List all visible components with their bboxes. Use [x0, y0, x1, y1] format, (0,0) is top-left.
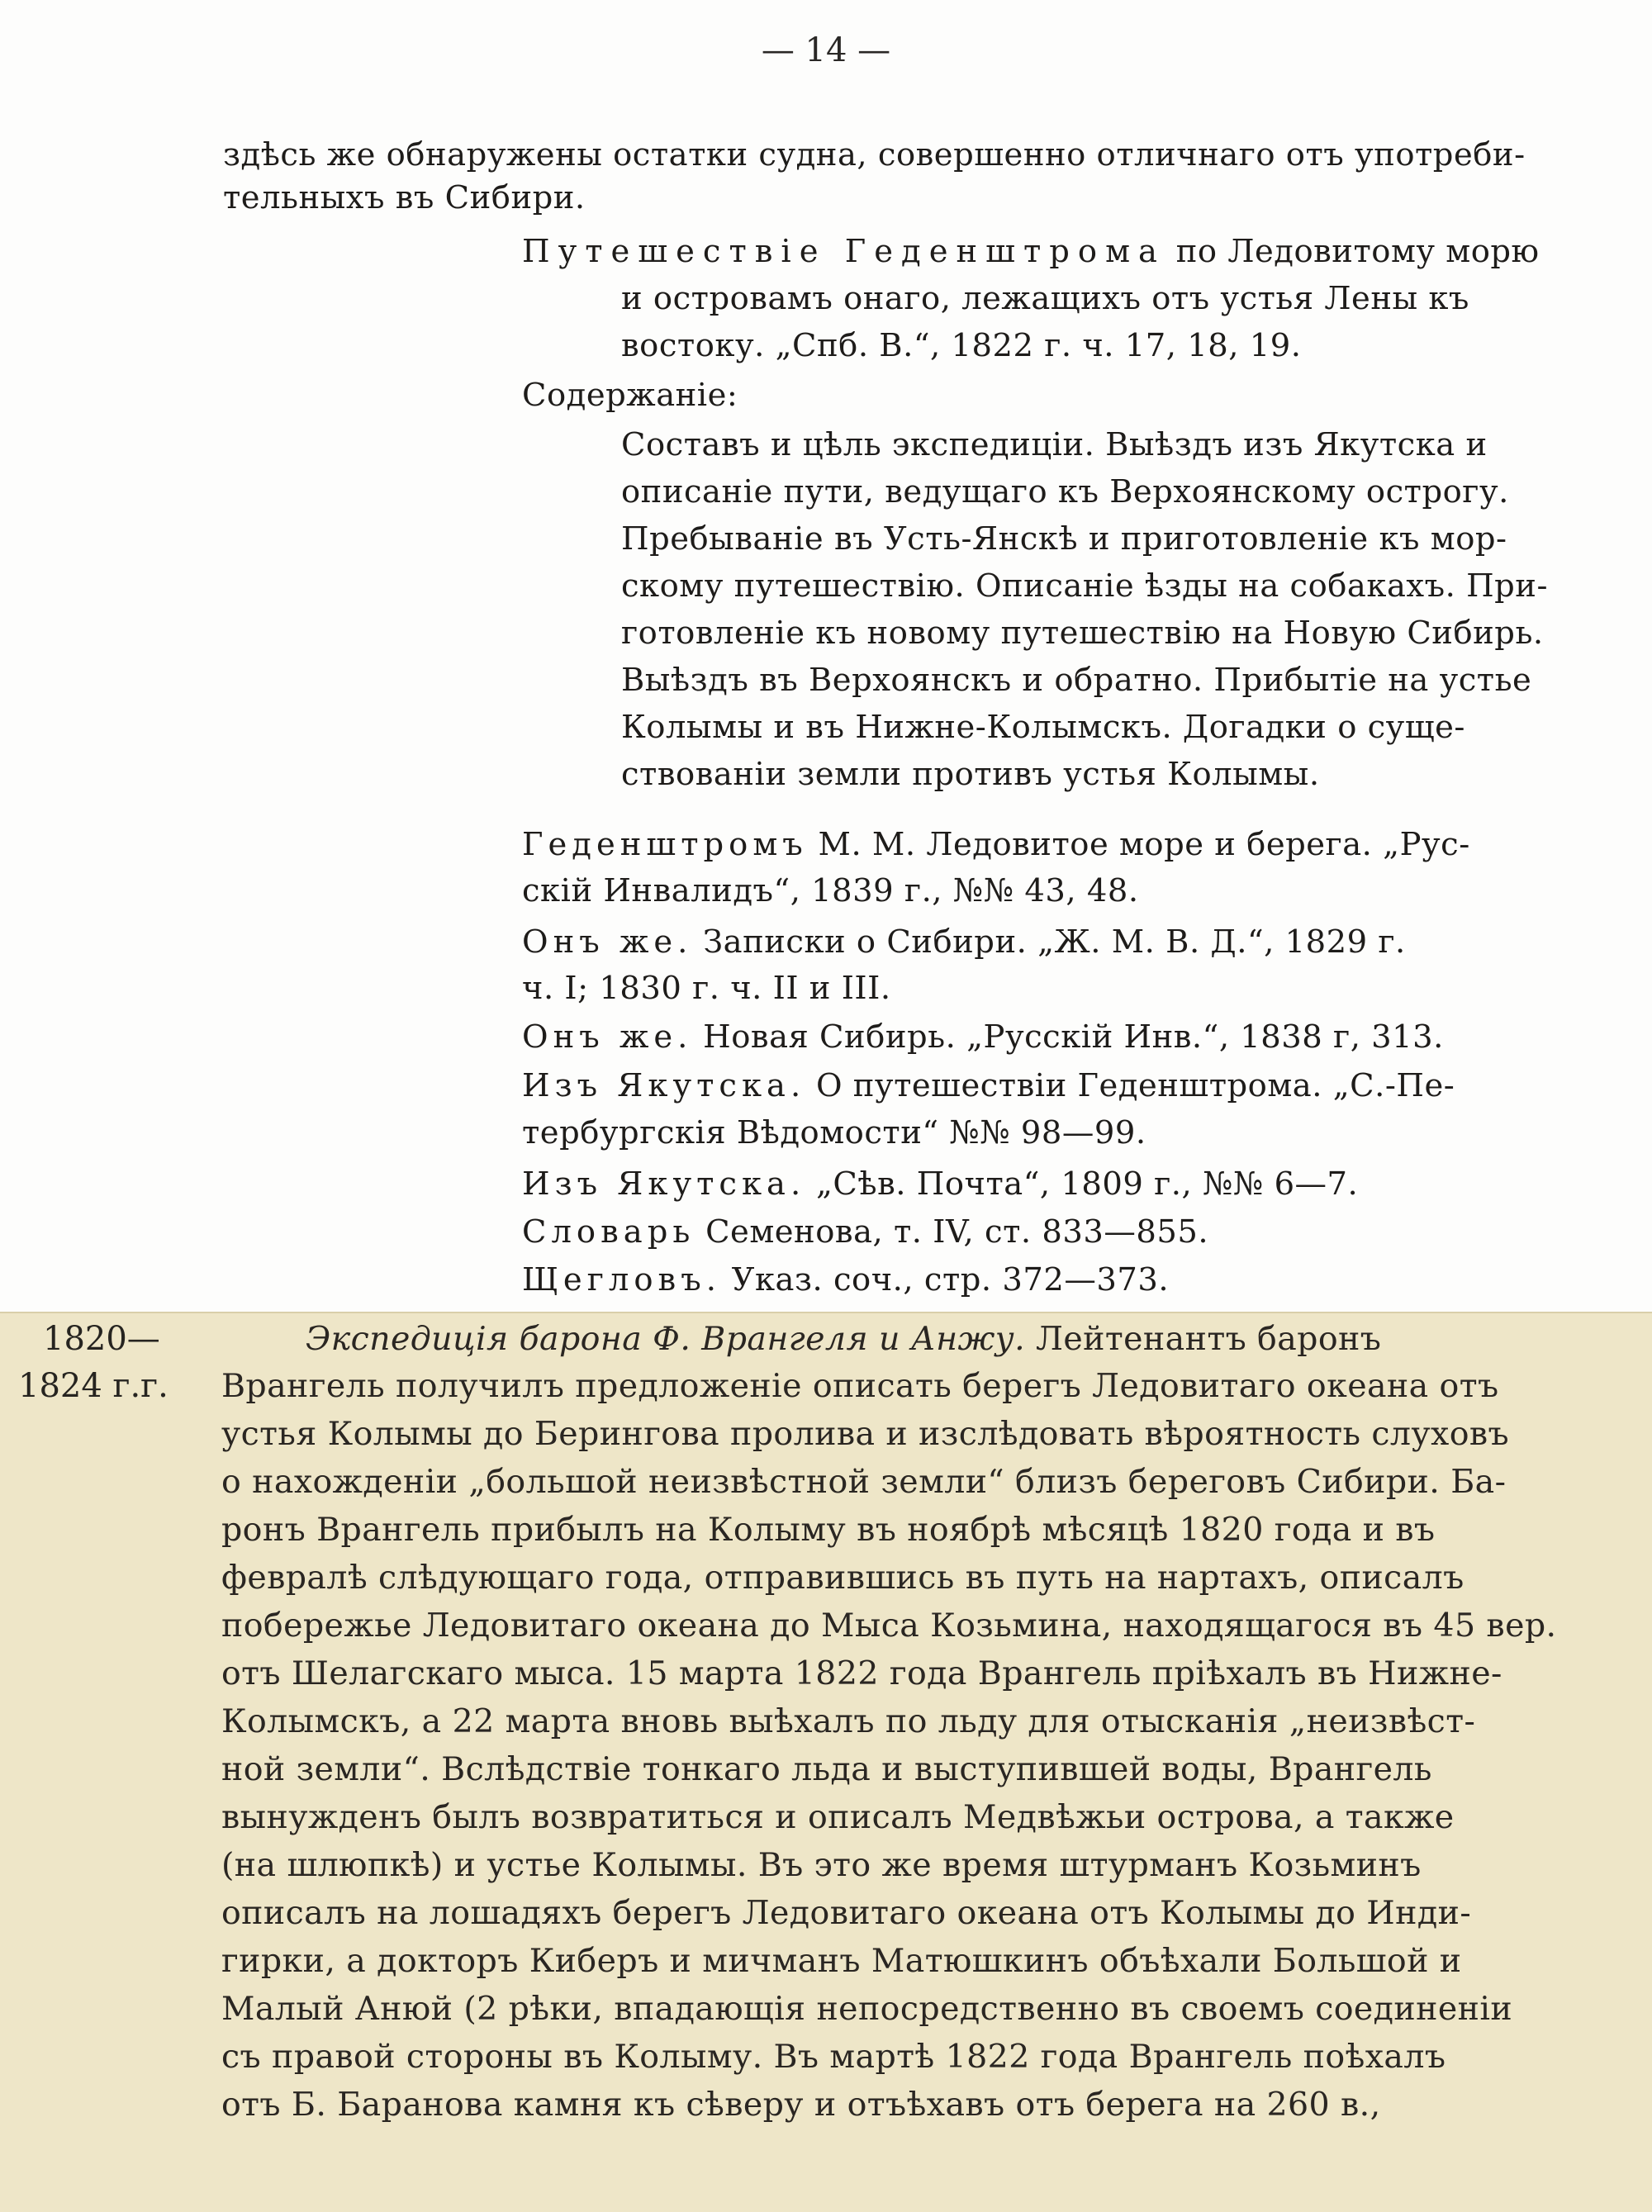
body-line: Врангель получилъ предложеніе описать берегъ Ледовитаго океана отъ [221, 1367, 1499, 1405]
entry-cont-2: востоку. „Спб. В.“, 1822 г. ч. 17, 18, 19. [621, 327, 1302, 364]
body-line: ронъ Врангель прибылъ на Колыму въ ноябрѣ мѣсяцѣ 1820 года и въ [221, 1511, 1436, 1549]
reference-line [522, 824, 1470, 866]
reference-author: Изъ Якутска. [522, 1165, 806, 1203]
contents-line: Колымы и въ Нижне-Колымскъ. Догадки о суще- [621, 709, 1465, 746]
date-range-end: 1824 г.г. [18, 1367, 169, 1405]
bottom-sheet [0, 1312, 1652, 2212]
body-line: о нахожденіи „большой неизвѣстной земли“ близъ береговъ Сибири. Ба- [221, 1463, 1507, 1501]
reference-text: Семенова, т. IV, ст. 833—855. [695, 1213, 1209, 1251]
reference-author: Словарь [522, 1213, 695, 1251]
body-line: Малый Анюй (2 рѣки, впадающія непосредственно въ своемъ соединеніи [221, 1990, 1513, 2028]
body-line: (на шлюпкѣ) и устье Колымы. Въ это же время штурманъ Козьминъ [221, 1846, 1422, 1884]
reference-author: Изъ Якутска. [522, 1067, 806, 1104]
reference-line [522, 1065, 1455, 1108]
body-line: февралѣ слѣдующаго года, отправившись въ путь на нартахъ, описалъ [221, 1559, 1464, 1597]
reference-text: Записки о Сибири. „Ж. М. В. Д.“, 1829 г. [692, 923, 1406, 961]
reference-author: Щегловъ. [522, 1261, 721, 1298]
reference-text: О путешествіи Геденштрома. „С.-Пе- [805, 1067, 1455, 1104]
reference-cont: скій Инвалидъ“, 1839 г., №№ 43, 48. [522, 872, 1139, 909]
contents-label: Содержаніе: [522, 377, 738, 414]
body-line: описалъ на лошадяхъ берегъ Ледовитаго океана отъ Колымы до Инди- [221, 1894, 1472, 1932]
body-line: отъ Б. Баранова камня къ сѣверу и отъѣхавъ отъ берега на 260 в., [221, 2086, 1381, 2124]
section-heading [306, 1317, 1381, 1360]
entry-cont-1: и островамъ онаго, лежащихъ отъ устья Лены къ [621, 280, 1469, 317]
contents-line: готовленіе къ новому путешествію на Новую Сибирь. [621, 615, 1544, 652]
body-line: вынужденъ былъ возвратиться и описалъ Медвѣжьи острова, а также [221, 1798, 1455, 1836]
entry-title [522, 230, 1540, 273]
body-line: побережье Ледовитаго океана до Мыса Козьмина, находящагося въ 45 вер. [221, 1607, 1557, 1645]
body-line: съ правой стороны въ Колыму. Въ мартѣ 1822 года Врангель поѣхалъ [221, 2038, 1446, 2076]
reference-line [522, 1211, 1208, 1254]
reference-author: Онъ же. [522, 1018, 693, 1056]
reference-line [522, 921, 1406, 964]
contents-line: описаніе пути, ведущаго къ Верхоянскому острогу. [621, 473, 1509, 510]
body-line: гирки, а докторъ Киберъ и мичманъ Матюшкинъ объѣхали Большой и [221, 1942, 1462, 1980]
expedition-title: Экспедиція барона Ф. Врангеля и Анжу. [306, 1320, 1026, 1358]
reference-line [522, 1259, 1169, 1302]
body-line: ной земли“. Вслѣдствіе тонкаго льда и выступившей воды, Врангель [221, 1750, 1432, 1788]
contents-line: Пребываніе въ Усть-Янскѣ и приготовленіе къ мор- [621, 520, 1507, 558]
entry-title-spaced: Путешествіе Геденштрома [522, 233, 1166, 270]
reference-text: „Сѣв. Почта“, 1809 г., №№ 6—7. [805, 1165, 1359, 1203]
contents-line: Выѣздъ въ Верхоянскъ и обратно. Прибытіе на устье [621, 662, 1532, 699]
date-range-start: 1820— [43, 1320, 160, 1358]
heading-rest: Лейтенантъ баронъ [1025, 1320, 1382, 1358]
reference-line [522, 1163, 1358, 1206]
reference-cont: тербургскія Вѣдомости“ №№ 98—99. [522, 1114, 1146, 1151]
contents-line: скому путешествію. Описаніе ѣзды на собакахъ. При- [621, 567, 1548, 605]
reference-text: М. М. Ледовитое море и берега. „Рус- [807, 826, 1470, 863]
intro-line-1: здѣсь же обнаружены остатки судна, совершенно отличнаго отъ употреби- [223, 136, 1526, 173]
reference-text: Новая Сибирь. „Русскій Инв.“, 1838 г, 313. [692, 1018, 1444, 1056]
intro-line-2: тельныхъ въ Сибири. [223, 179, 586, 216]
reference-line [522, 1016, 1444, 1059]
reference-author: Онъ же. [522, 923, 693, 961]
reference-text: Указ. соч., стр. 372—373. [720, 1261, 1170, 1298]
reference-author: Геденштромъ [522, 826, 808, 863]
contents-line: ствованіи земли противъ устья Колымы. [621, 756, 1320, 793]
body-line: Колымскъ, а 22 марта вновь выѣхалъ по льду для отысканія „неизвѣст- [221, 1702, 1476, 1740]
entry-title-rest: по Ледовитому морю [1165, 233, 1540, 270]
body-line: устья Колымы до Берингова пролива и изслѣдовать вѣроятность слуховъ [221, 1415, 1510, 1453]
reference-cont: ч. I; 1830 г. ч. II и III. [522, 970, 891, 1007]
body-line: отъ Шелагскаго мыса. 15 марта 1822 года Врангель пріѣхалъ въ Нижне- [221, 1654, 1502, 1692]
contents-line: Составъ и цѣль экспедиціи. Выѣздъ изъ Якутска и [621, 426, 1488, 463]
page-number: — 14 — [761, 31, 891, 69]
